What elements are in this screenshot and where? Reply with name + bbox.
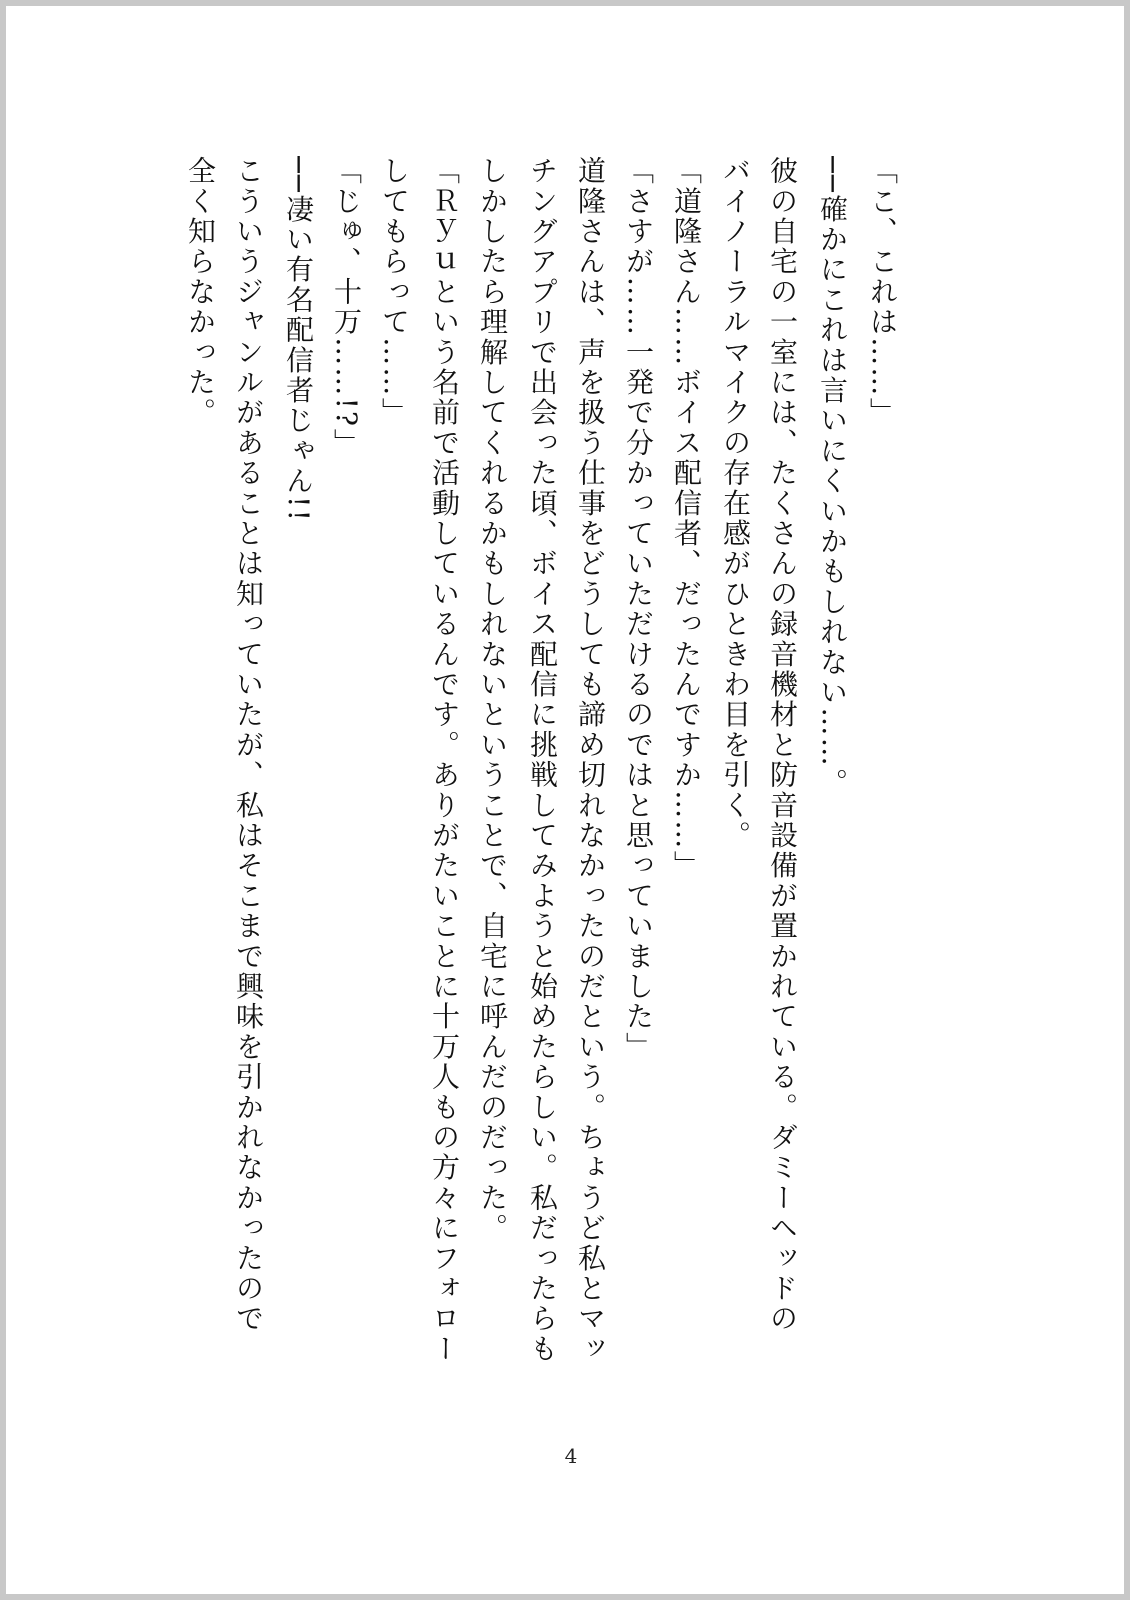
- text-line-13: ──凄い有名配信者じゃん!!: [282, 156, 315, 524]
- text-line-14: こういうジャンルがあることは知っていたが、私はそこまで興味を引かれなかったので: [232, 156, 265, 1334]
- text-line-15: 全く知らなかった。: [184, 156, 217, 428]
- text-line-2: ──確かにこれは言いにくいかもしれない……。: [816, 156, 849, 799]
- text-line-5: 「道隆さん……ボイス配信者、だったんですか……」: [670, 156, 703, 881]
- text-line-8: チングアプリで出会った頃、ボイス配信に挑戦してみようと始めたらしい。私だったらも: [526, 156, 559, 1364]
- text-line-3: 彼の自宅の一室には、たくさんの録音機材と防音設備が置かれている。ダミーヘッドの: [766, 156, 799, 1334]
- text-line-4: バイノーラルマイクの存在感がひときわ目を引く。: [719, 156, 752, 851]
- page-number: 4: [564, 1444, 578, 1468]
- text-line-9: しかしたら理解してくれるかもしれないということで、自宅に呼んだのだった。: [476, 156, 509, 1244]
- text-line-11: してもらって……」: [378, 156, 411, 428]
- text-line-12: 「じゅ、十万……!?」: [330, 156, 363, 459]
- text-line-10: 「Ｒｙｕという名前で活動しているんです。ありがたいことに十万人もの方々にフォロー: [428, 156, 461, 1364]
- text-line-1: 「こ、これは……」: [866, 156, 899, 428]
- text-line-6: 「さすが……一発で分かっていただけるのではと思っていました」: [622, 156, 655, 1062]
- text-line-7: 道隆さんは、声を扱う仕事をどうしても諦め切れなかったのだという。ちょうど私とマッ: [574, 156, 607, 1364]
